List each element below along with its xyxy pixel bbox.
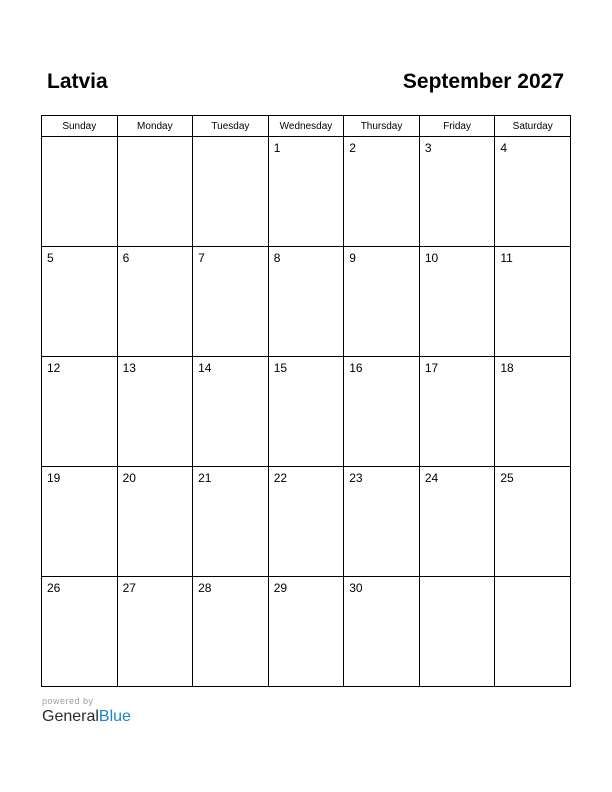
day-cell [419, 137, 495, 247]
day-number: 26 [47, 581, 61, 595]
footer-branding [42, 696, 131, 726]
day-number: 29 [273, 581, 288, 595]
weekday-thursday: Thursday [344, 116, 420, 137]
day-number: 6 [122, 251, 130, 265]
day-number: 19 [47, 471, 61, 485]
day-number [193, 137, 268, 141]
day-cell [268, 137, 344, 247]
day-cell [419, 577, 495, 687]
day-cell [495, 577, 571, 687]
weekday-monday: Monday [117, 116, 193, 137]
day-cell [495, 137, 571, 247]
week-row [42, 137, 571, 247]
day-number: 7 [198, 251, 205, 265]
day-cell [344, 577, 420, 687]
day-number: 8 [273, 251, 281, 265]
day-cell [268, 467, 344, 577]
weekday-friday: Friday [419, 116, 495, 137]
day-number: 5 [47, 251, 54, 265]
day-cell [117, 577, 193, 687]
weekday-wednesday: Wednesday [268, 116, 344, 137]
day-number: 13 [122, 361, 136, 375]
generalblue-logo[interactable] [42, 708, 131, 726]
day-cell [344, 137, 420, 247]
day-number: 3 [424, 141, 432, 155]
weekday-tuesday: Tuesday [193, 116, 269, 137]
day-cell [117, 467, 193, 577]
day-number: 18 [500, 361, 514, 375]
brand-blue-text: Blue [98, 708, 131, 725]
country-title: Latvia [47, 70, 108, 93]
week-row [42, 467, 571, 577]
day-cell [344, 247, 420, 357]
day-cell [344, 467, 420, 577]
day-number: 2 [349, 141, 356, 155]
day-cell [268, 357, 344, 467]
day-cell [495, 247, 571, 357]
day-number: 14 [198, 361, 212, 375]
day-number: 1 [273, 141, 281, 155]
day-cell [193, 577, 269, 687]
weekday-header-row [42, 116, 571, 137]
day-cell [193, 247, 269, 357]
day-cell [268, 247, 344, 357]
day-cell [117, 137, 193, 247]
day-number [495, 577, 570, 581]
weekday-saturday: Saturday [495, 116, 571, 137]
powered-by-label: powered by [42, 696, 94, 706]
day-cell [42, 357, 118, 467]
day-number: 20 [122, 471, 136, 485]
week-row [42, 247, 571, 357]
day-cell [42, 247, 118, 357]
day-number: 22 [273, 471, 288, 485]
day-cell [495, 357, 571, 467]
brand-general-text: General [42, 708, 99, 725]
day-cell [193, 357, 269, 467]
day-number: 28 [198, 581, 212, 595]
day-cell [117, 357, 193, 467]
day-number: 25 [500, 471, 514, 485]
day-number: 17 [424, 361, 439, 375]
day-number: 11 [500, 251, 513, 265]
day-cell [344, 357, 420, 467]
day-cell [42, 577, 118, 687]
day-number: 21 [198, 471, 212, 485]
day-number: 23 [349, 471, 363, 485]
day-cell [268, 577, 344, 687]
day-number: 27 [122, 581, 136, 595]
day-number: 10 [424, 251, 439, 265]
day-number: 16 [349, 361, 363, 375]
week-row [42, 357, 571, 467]
day-cell [419, 467, 495, 577]
week-row [42, 577, 571, 687]
day-number [118, 137, 193, 141]
day-number [42, 137, 117, 141]
day-cell [419, 357, 495, 467]
day-number: 15 [273, 361, 288, 375]
day-number: 9 [349, 251, 356, 265]
day-number [420, 577, 495, 581]
day-cell [42, 137, 118, 247]
calendar-grid [41, 115, 571, 687]
day-cell [495, 467, 571, 577]
day-number: 24 [424, 471, 439, 485]
day-number: 4 [500, 141, 508, 155]
month-year-title: September 2027 [402, 70, 564, 93]
day-cell [419, 247, 495, 357]
day-number: 30 [349, 581, 363, 595]
day-cell [193, 137, 269, 247]
day-cell [117, 247, 193, 357]
day-cell [42, 467, 118, 577]
day-cell [193, 467, 269, 577]
day-number: 12 [47, 361, 61, 375]
weekday-sunday: Sunday [42, 116, 118, 137]
